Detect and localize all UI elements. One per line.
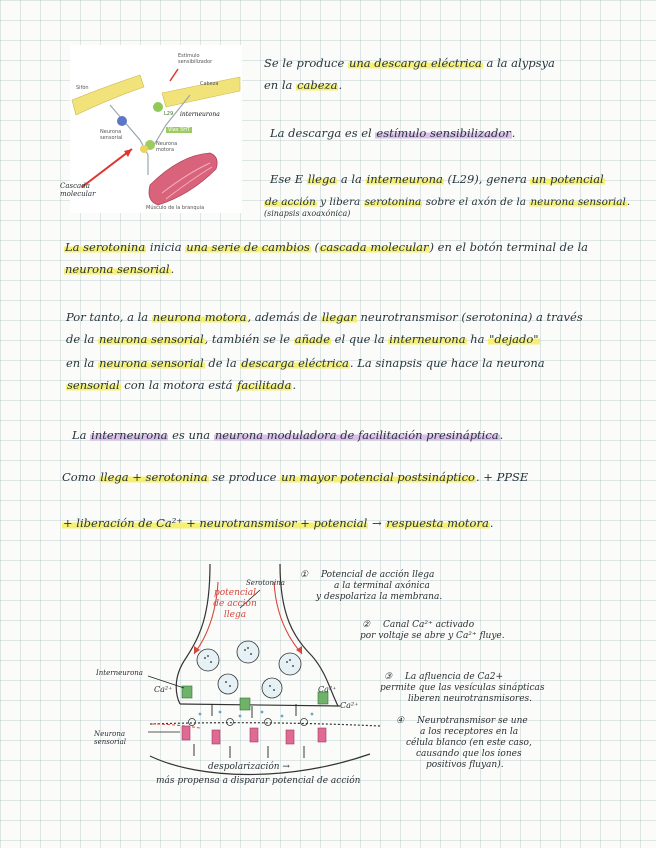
highlight: estímulo sensibilizador bbox=[376, 126, 511, 140]
para-4-line-2 bbox=[64, 258, 174, 280]
text: . bbox=[499, 428, 504, 442]
highlight: de acción bbox=[265, 196, 316, 208]
diagram-interneurona-label: Interneurona bbox=[96, 669, 143, 677]
highlight: descarga eléctrica bbox=[241, 356, 349, 370]
text: ( bbox=[310, 240, 319, 254]
para-4-line-1 bbox=[64, 236, 588, 258]
step-text: Canal Ca²⁺ activado bbox=[382, 620, 475, 630]
highlight: respuesta motora bbox=[386, 516, 489, 530]
label-estimulo: Estímulo sensibilizador bbox=[178, 53, 213, 65]
text: . bbox=[511, 126, 516, 140]
step-text: positivos fluyan). bbox=[426, 760, 504, 770]
highlight: interneurona bbox=[91, 428, 168, 442]
para-3-note: (sinapsis axoaxónica) bbox=[264, 209, 351, 218]
diagram-ca-right: Ca²⁺ bbox=[318, 685, 337, 694]
highlight: llegar bbox=[321, 310, 356, 324]
para-8 bbox=[62, 512, 493, 534]
step-text: célula blanco (en este caso, bbox=[406, 738, 532, 748]
step-text: liberen neurotransmisores. bbox=[408, 694, 533, 704]
step-1 bbox=[300, 570, 442, 603]
highlight: cascada molecular bbox=[319, 240, 429, 254]
highlight: llega bbox=[307, 172, 337, 186]
diagram-ca-right-2: Ca²⁺ bbox=[340, 701, 359, 710]
highlight: neurona sensorial bbox=[530, 196, 626, 208]
step-3 bbox=[380, 672, 545, 705]
step-number: ③ bbox=[384, 672, 393, 682]
text: neurotransmisor (serotonina) a través bbox=[356, 310, 583, 324]
text: . bbox=[489, 516, 494, 530]
diagram-neurona-sensorial-label: Neurona sensorial bbox=[94, 730, 127, 746]
para-7 bbox=[62, 466, 528, 488]
label-interneurona: interneurona bbox=[180, 111, 220, 118]
highlight: "dejado" bbox=[489, 332, 539, 346]
text: el que la bbox=[331, 332, 389, 346]
text: de la bbox=[66, 332, 99, 346]
text: Por tanto, a la bbox=[66, 310, 152, 324]
step-number: ④ bbox=[396, 716, 405, 726]
diagram-despol-1: despolarización → bbox=[208, 762, 290, 772]
label-musculo: Músculo de la branquia bbox=[146, 205, 205, 211]
highlight: serotonina bbox=[364, 196, 422, 208]
highlight: neurona moduladora de facilitación presináptica bbox=[214, 428, 499, 442]
step-text: a los receptores en la bbox=[420, 727, 519, 737]
highlight: La serotonina bbox=[65, 240, 146, 254]
text: es una bbox=[168, 428, 214, 442]
step-number: ② bbox=[362, 620, 371, 630]
text: a la bbox=[337, 172, 366, 186]
text: ) en el botón terminal de la bbox=[429, 240, 589, 254]
step-text: permite que las vesículas sinápticas bbox=[380, 683, 545, 693]
highlight: una serie de cambios bbox=[186, 240, 310, 254]
text: ha bbox=[466, 332, 489, 346]
highlight: añade bbox=[294, 332, 331, 346]
label-sifon: Sifón bbox=[76, 85, 89, 91]
para-5-line-2 bbox=[66, 328, 540, 350]
step-text: Potencial de acción llega bbox=[320, 570, 435, 580]
diagram-ca-left: Ca²⁺ bbox=[154, 685, 173, 694]
step-text: por voltaje se abre y Ca²⁺ fluye. bbox=[360, 631, 505, 641]
highlight: un potencial bbox=[531, 172, 604, 186]
step-text: a la terminal axónica bbox=[334, 581, 430, 591]
highlight: interneurona bbox=[366, 172, 443, 186]
highlight: neurona sensorial bbox=[99, 332, 204, 346]
text: Se le produce bbox=[264, 56, 348, 70]
text: inicia bbox=[146, 240, 186, 254]
para-5-line-3 bbox=[66, 352, 545, 374]
highlight: sensorial bbox=[67, 378, 120, 392]
highlight: llega + serotonina bbox=[100, 470, 208, 484]
aplysia-figure-drawing bbox=[70, 45, 242, 213]
step-2 bbox=[362, 620, 505, 642]
text: . bbox=[338, 78, 343, 92]
step-number: ① bbox=[300, 570, 309, 580]
text: . bbox=[626, 196, 631, 208]
text: . La sinapsis que hace la neurona bbox=[349, 356, 545, 370]
highlight: una descarga eléctrica bbox=[348, 56, 482, 70]
step-text: La afluencia de Ca2+ bbox=[404, 672, 504, 682]
text: , también se le bbox=[204, 332, 294, 346]
label-vias: Vías 5HT bbox=[168, 127, 191, 133]
text: con la motora está bbox=[120, 378, 237, 392]
step-text: causando que los iones bbox=[416, 749, 522, 759]
text: en la bbox=[264, 78, 297, 92]
highlight: un mayor potencial postsináptico bbox=[281, 470, 475, 484]
step-4 bbox=[396, 716, 532, 771]
para-1-line-2 bbox=[264, 74, 342, 96]
text: . + PPSE bbox=[475, 470, 529, 484]
highlight: neurona motora bbox=[152, 310, 247, 324]
highlight: facilitada bbox=[237, 378, 292, 392]
text: Ese E bbox=[270, 172, 307, 186]
text: , además de bbox=[247, 310, 321, 324]
text: se produce bbox=[208, 470, 281, 484]
text: Como bbox=[62, 470, 100, 484]
text: en la bbox=[66, 356, 99, 370]
text: → bbox=[368, 516, 386, 530]
text: (L29), genera bbox=[443, 172, 531, 186]
diagram-despol-2: más propensa a disparar potencial de acción bbox=[156, 776, 361, 786]
diagram-serotonina-label: Serotonina bbox=[246, 579, 285, 587]
text: La bbox=[72, 428, 91, 442]
step-text: y despolariza la membrana. bbox=[316, 592, 443, 602]
diagram-potencial-label: potencial de acción llega bbox=[213, 588, 257, 620]
para-1-line-1 bbox=[264, 52, 555, 74]
label-motora: Neurona motora bbox=[156, 141, 178, 153]
label-l29: L29 bbox=[164, 111, 174, 117]
label-cabeza: Cabeza bbox=[200, 81, 219, 87]
highlight: neurona sensorial bbox=[99, 356, 204, 370]
text: La descarga es el bbox=[270, 126, 376, 140]
highlight: cabeza bbox=[297, 78, 338, 92]
text: de la bbox=[204, 356, 241, 370]
text: . bbox=[170, 262, 175, 276]
text: y libera bbox=[316, 196, 364, 208]
label-cascada: Cascada molecular bbox=[60, 182, 96, 198]
text: a la alypsya bbox=[482, 56, 555, 70]
para-6 bbox=[72, 424, 503, 446]
highlight: + liberación de Ca²⁺ + neurotransmisor + potencial bbox=[63, 516, 368, 530]
label-sensorial: Neurona sensorial bbox=[100, 129, 123, 141]
step-text: Neurotransmisor se une bbox=[416, 716, 528, 726]
highlight: neurona sensorial bbox=[65, 262, 170, 276]
text: sobre el axón de la bbox=[422, 196, 530, 208]
para-3-line-1 bbox=[270, 168, 605, 190]
para-5-line-4 bbox=[66, 374, 296, 396]
para-5-line-1 bbox=[66, 306, 583, 328]
para-2 bbox=[270, 122, 515, 144]
aplysia-figure bbox=[70, 45, 242, 213]
text: . bbox=[292, 378, 297, 392]
highlight: interneurona bbox=[389, 332, 466, 346]
